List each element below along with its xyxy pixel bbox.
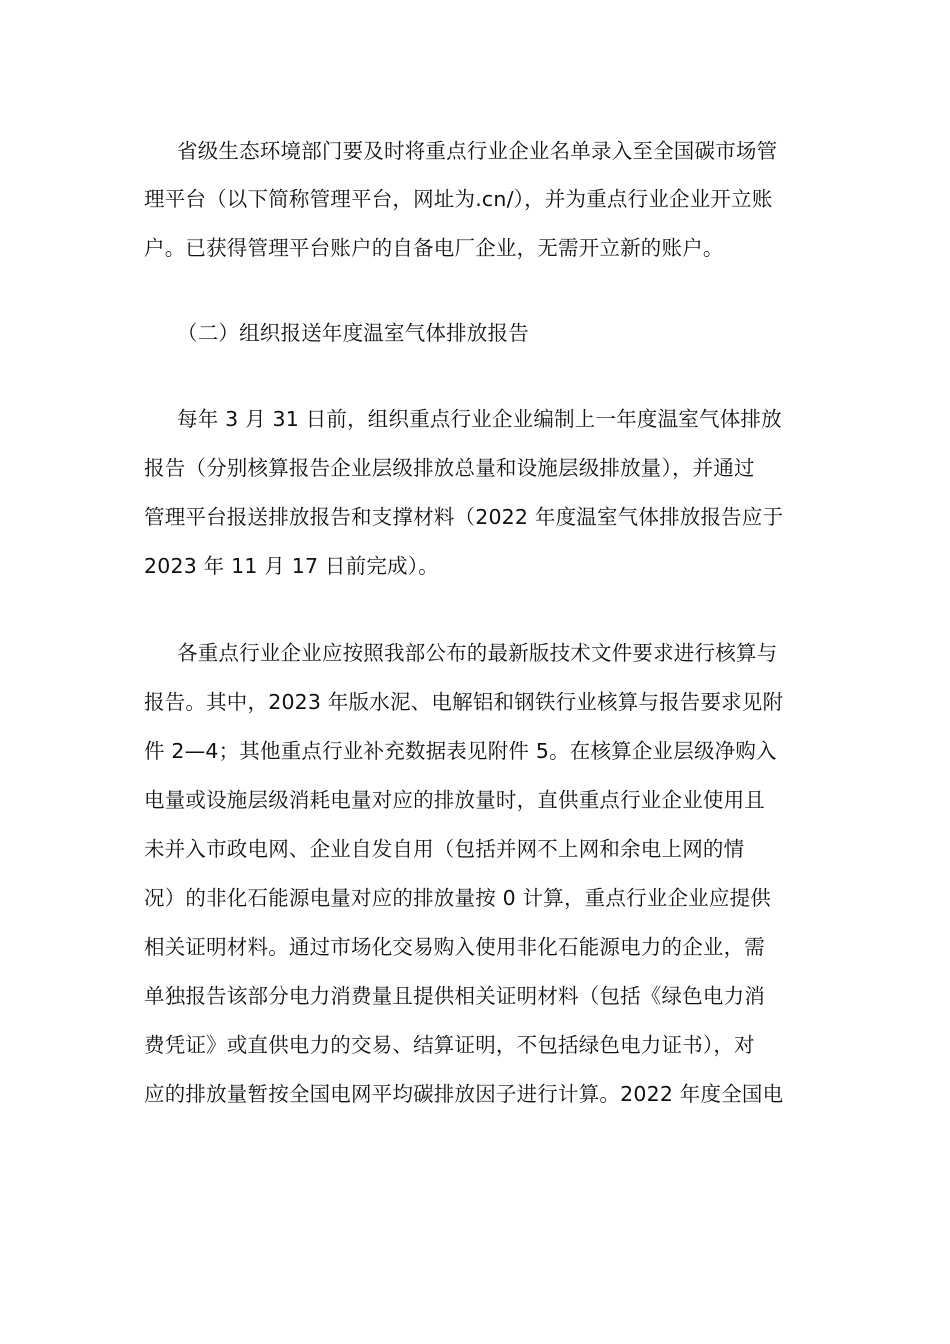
paragraph-2-line-2: 报告（分别核算报告企业层级排放总量和设施层级排放量），并通过	[144, 456, 755, 480]
paragraph-3-line-7: 相关证明材料。通过市场化交易购入使用非化石能源电力的企业，需	[144, 935, 765, 959]
paragraph-3-line-3: 件 2—4；其他重点行业补充数据表见附件 5。在核算企业层级净购入	[144, 739, 777, 763]
paragraph-1-line-2: 理平台（以下简称管理平台，网址为.cn/），并为重点行业企业开立账	[144, 187, 773, 211]
paragraph-3-line-2: 报告。其中，2023 年版水泥、电解铝和钢铁行业核算与报告要求见附	[144, 690, 784, 714]
paragraph-3-line-5: 未并入市政电网、企业自发自用（包括并网不上网和余电上网的情	[144, 837, 745, 861]
paragraph-3-line-6: 况）的非化石能源电量对应的排放量按 0 计算，重点行业企业应提供	[144, 886, 771, 910]
paragraph-3-line-1: 各重点行业企业应按照我部公布的最新版技术文件要求进行核算与	[177, 641, 778, 665]
paragraph-3-line-9: 费凭证》或直供电力的交易、结算证明，不包括绿色电力证书），对	[144, 1033, 755, 1057]
paragraph-2-line-1: 每年 3 月 31 日前，组织重点行业企业编制上一年度温室气体排放	[177, 407, 782, 431]
paragraph-1-line-3: 户。已获得管理平台账户的自备电厂企业，无需开立新的账户。	[144, 236, 724, 260]
paragraph-3-line-8: 单独报告该部分电力消费量且提供相关证明材料（包括《绿色电力消	[144, 984, 765, 1008]
paragraph-3-line-4: 电量或设施层级消耗电量对应的排放量时，直供重点行业企业使用且	[144, 788, 765, 812]
paragraph-2-line-4: 2023 年 11 月 17 日前完成）。	[144, 554, 439, 578]
paragraph-2-line-3: 管理平台报送排放报告和支撑材料（2022 年度温室气体排放报告应于	[144, 505, 784, 529]
section-heading: （二）组织报送年度温室气体排放报告	[177, 321, 529, 345]
paragraph-1-line-1: 省级生态环境部门要及时将重点行业企业名单录入至全国碳市场管	[177, 139, 778, 163]
paragraph-3-line-10: 应的排放量暂按全国电网平均碳排放因子进行计算。2022 年度全国电	[144, 1082, 784, 1106]
